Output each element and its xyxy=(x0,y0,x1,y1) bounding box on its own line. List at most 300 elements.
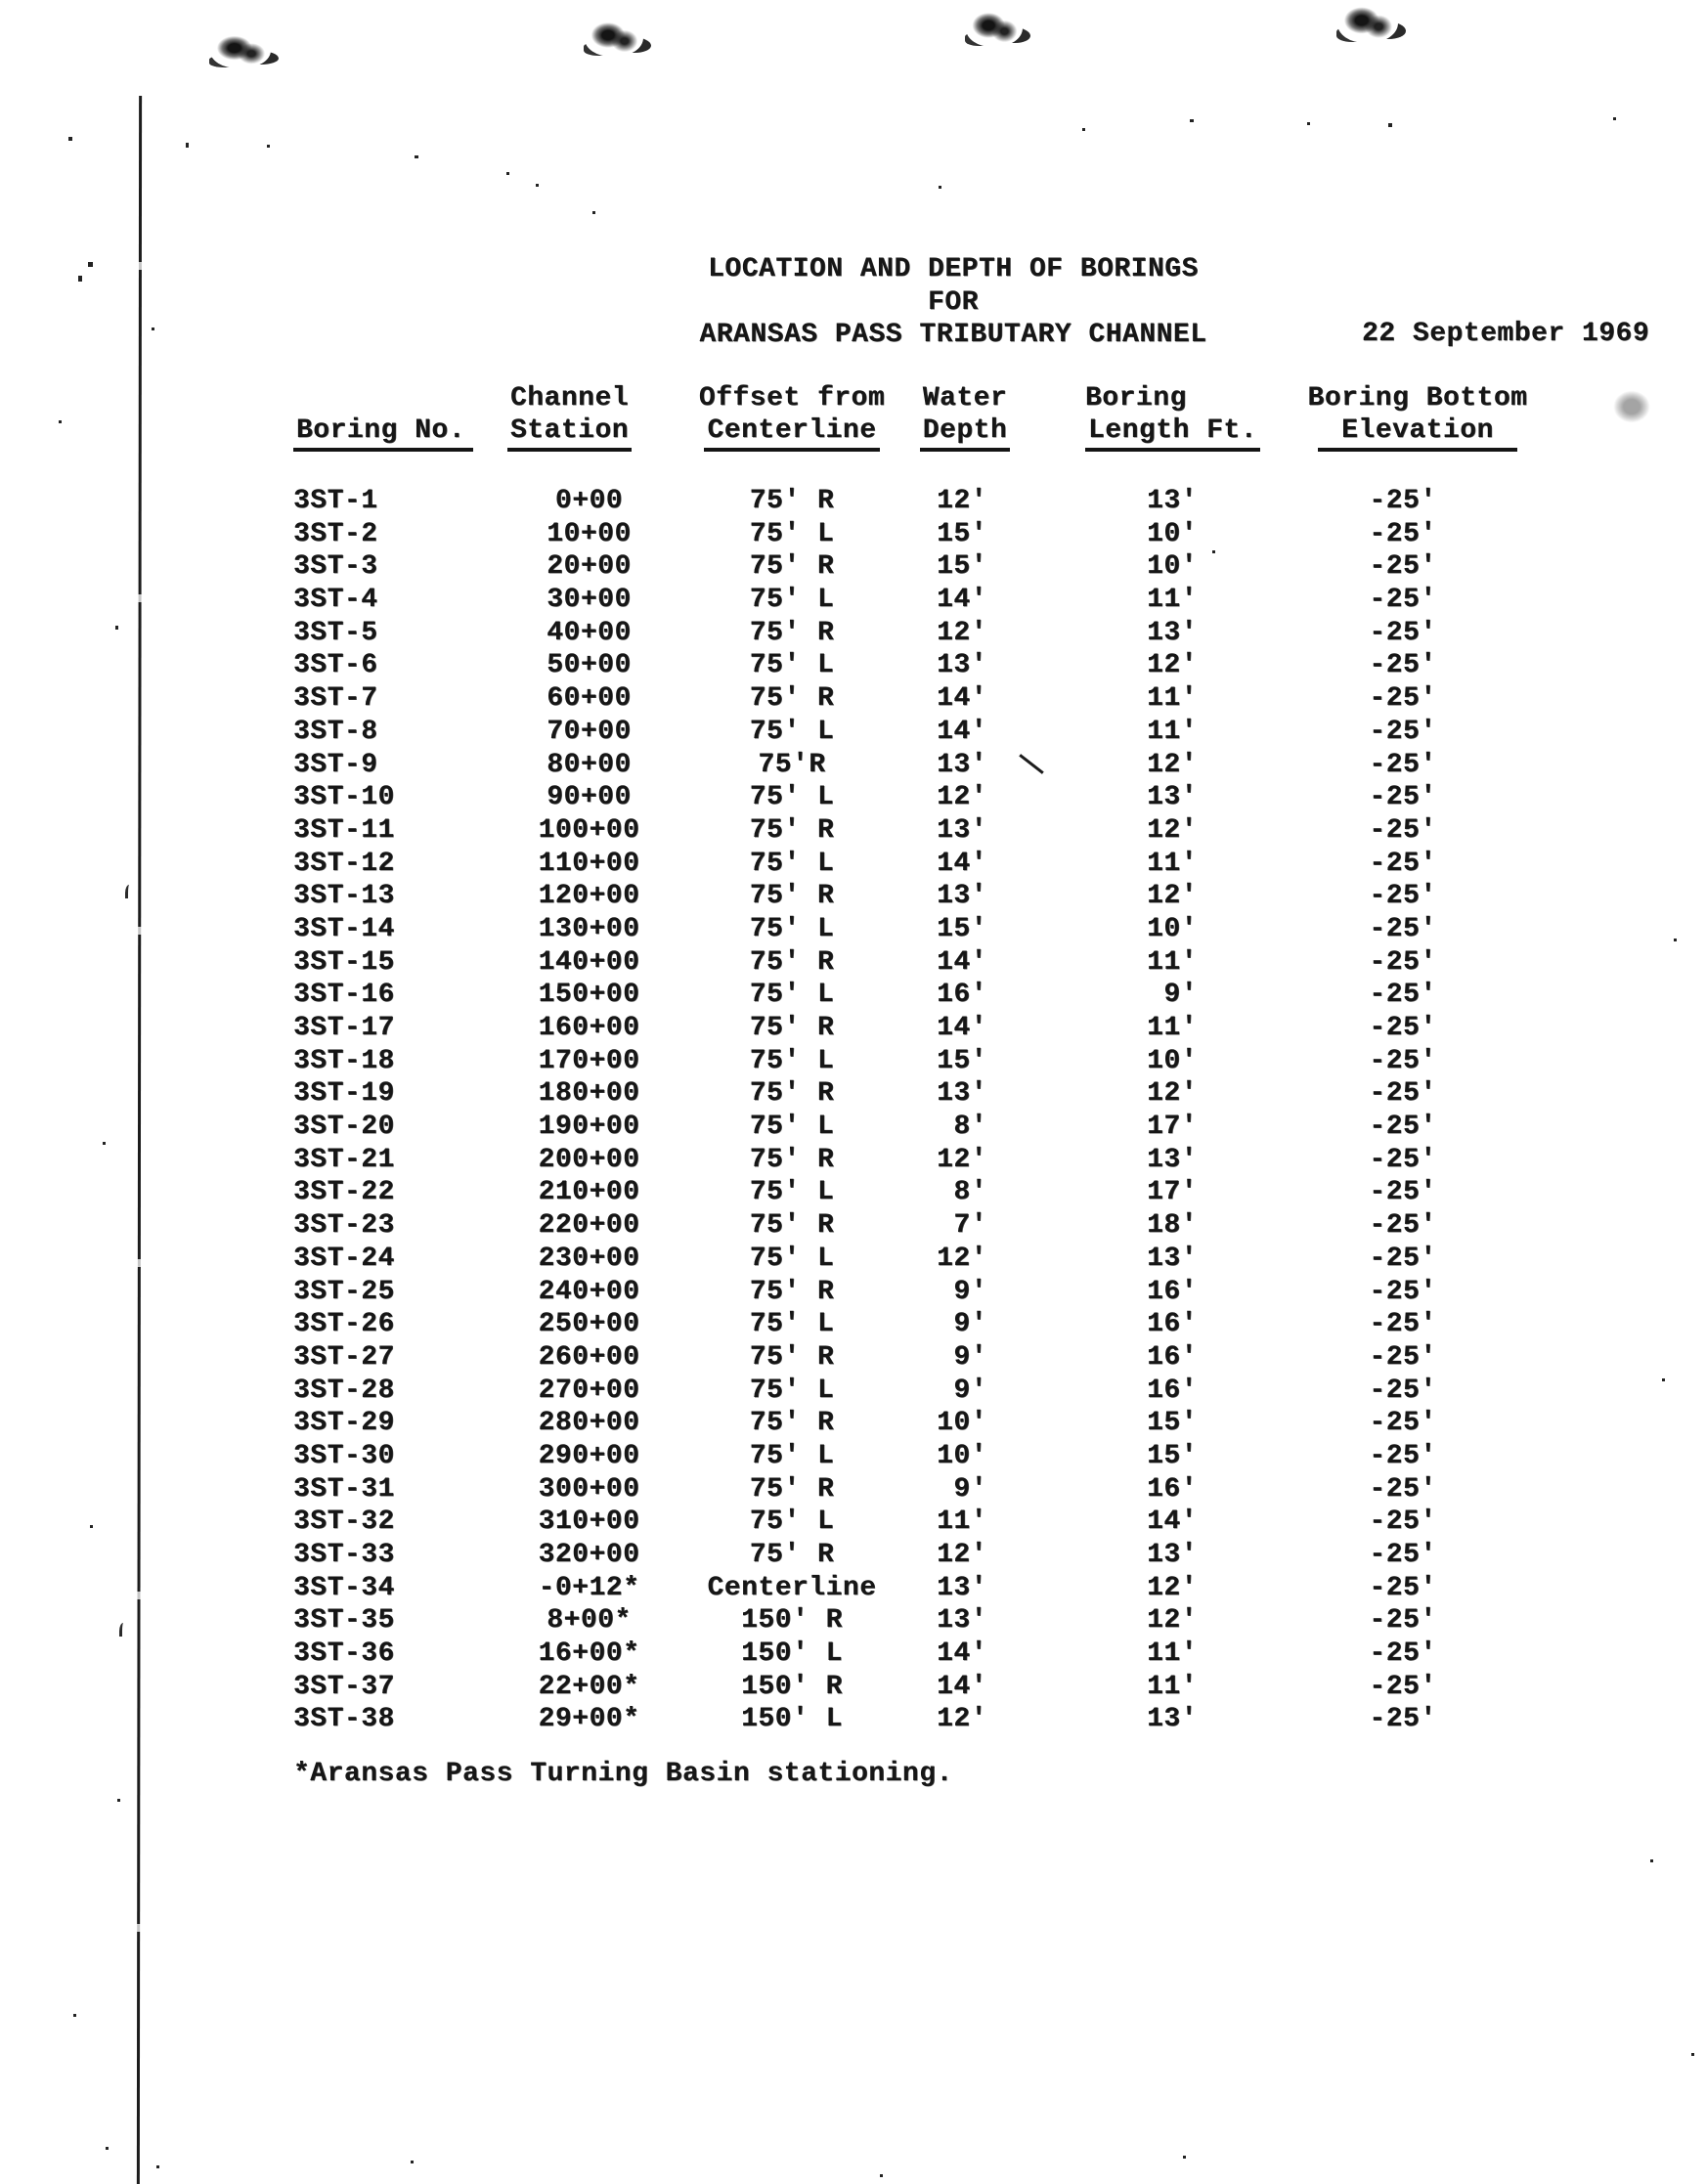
cell-offset-centerline: Centerline xyxy=(707,1572,877,1603)
scan-speck xyxy=(1388,123,1392,127)
table-row xyxy=(0,1473,1706,1507)
cell-water-depth: 14' xyxy=(937,946,987,978)
cell-water-depth: 13' xyxy=(937,881,987,912)
table-row xyxy=(0,1308,1706,1341)
table-row xyxy=(0,1341,1706,1375)
cell-offset-centerline: 75' R xyxy=(749,1276,835,1307)
cell-boring-length: 15' xyxy=(1147,1408,1198,1439)
cell-boring-no: 3ST-30 xyxy=(293,1440,395,1471)
table-row xyxy=(0,1572,1706,1605)
cell-boring-no: 3ST-1 xyxy=(293,486,378,516)
cell-water-depth: 15' xyxy=(937,913,987,944)
cell-bottom-elevation: -25' xyxy=(1369,1473,1437,1505)
cell-channel-station: 190+00 xyxy=(538,1112,640,1143)
cell-boring-no: 3ST-6 xyxy=(293,650,378,681)
cell-boring-no: 3ST-25 xyxy=(293,1276,395,1307)
cell-boring-no: 3ST-27 xyxy=(293,1341,395,1373)
table-row xyxy=(0,848,1706,881)
cell-water-depth: 15' xyxy=(937,518,987,549)
cell-channel-station: 40+00 xyxy=(547,617,632,648)
cell-bottom-elevation: -25' xyxy=(1369,1276,1437,1307)
cell-boring-length: 11' xyxy=(1147,1671,1198,1702)
cell-offset-centerline: 75' L xyxy=(749,1440,835,1471)
table-row xyxy=(0,979,1706,1012)
cell-boring-no: 3ST-21 xyxy=(293,1144,395,1175)
cell-offset-centerline: 75' R xyxy=(749,1408,835,1439)
cell-boring-no: 3ST-10 xyxy=(293,782,395,813)
scan-speck xyxy=(1183,2156,1186,2159)
scan-smudge xyxy=(210,31,271,68)
table-row xyxy=(0,1407,1706,1440)
table-row xyxy=(0,649,1706,682)
scan-speck xyxy=(1190,119,1194,122)
cell-boring-length: 11' xyxy=(1147,716,1198,747)
cell-boring-length: 18' xyxy=(1147,1210,1198,1242)
scan-smudge xyxy=(585,18,643,57)
cell-bottom-elevation: -25' xyxy=(1369,881,1437,912)
cell-boring-no: 3ST-22 xyxy=(293,1177,395,1208)
scan-speck xyxy=(415,155,418,158)
cell-boring-length: 12' xyxy=(1147,1605,1198,1637)
cell-water-depth: 12' xyxy=(937,486,987,516)
scan-speck xyxy=(78,276,82,282)
table-row xyxy=(0,1276,1706,1309)
cell-boring-no: 3ST-33 xyxy=(293,1540,395,1570)
cell-water-depth: 15' xyxy=(937,551,987,583)
cell-bottom-elevation: -25' xyxy=(1369,585,1437,616)
cell-bottom-elevation: -25' xyxy=(1369,913,1437,944)
cell-boring-length: 15' xyxy=(1147,1440,1198,1471)
cell-boring-no: 3ST-13 xyxy=(293,881,395,912)
scan-speck xyxy=(186,143,189,148)
cell-channel-station: 120+00 xyxy=(538,881,640,912)
cell-boring-no: 3ST-2 xyxy=(293,518,378,549)
table-header-row xyxy=(0,382,1608,452)
document-date: 22 September 1969 xyxy=(1362,319,1650,349)
cell-channel-station: 110+00 xyxy=(538,848,640,879)
cell-boring-no: 3ST-26 xyxy=(293,1309,395,1340)
cell-channel-station: 16+00* xyxy=(538,1638,640,1670)
table-row xyxy=(0,1243,1706,1276)
cell-boring-length: 16' xyxy=(1147,1276,1198,1307)
col-header-boring-no: Boring No. xyxy=(293,382,494,452)
cell-boring-length: 9' xyxy=(1163,980,1198,1011)
cell-channel-station: 29+00* xyxy=(538,1704,640,1735)
document-title-line1: LOCATION AND DEPTH OF BORINGS xyxy=(708,254,1199,284)
cell-offset-centerline: 75' L xyxy=(749,1243,835,1274)
cell-channel-station: 140+00 xyxy=(538,946,640,978)
cell-offset-centerline: 75' R xyxy=(749,1013,835,1043)
scan-speck xyxy=(592,211,595,214)
cell-bottom-elevation: -25' xyxy=(1369,1045,1437,1076)
cell-bottom-elevation: -25' xyxy=(1369,1638,1437,1670)
cell-bottom-elevation: -25' xyxy=(1369,782,1437,813)
scan-speck xyxy=(152,328,154,330)
cell-boring-no: 3ST-16 xyxy=(293,980,395,1011)
cell-water-depth: 14' xyxy=(937,1638,987,1670)
cell-channel-station: 90+00 xyxy=(547,782,632,813)
cell-bottom-elevation: -25' xyxy=(1369,1144,1437,1175)
cell-water-depth: 9' xyxy=(953,1473,987,1505)
cell-offset-centerline: 75' R xyxy=(749,683,835,715)
cell-boring-length: 13' xyxy=(1147,1243,1198,1274)
footnote: *Aransas Pass Turning Basin stationing. xyxy=(293,1759,953,1789)
cell-boring-length: 13' xyxy=(1147,782,1198,813)
cell-bottom-elevation: -25' xyxy=(1369,650,1437,681)
cell-offset-centerline: 75' L xyxy=(749,913,835,944)
cell-bottom-elevation: -25' xyxy=(1369,749,1437,780)
cell-offset-centerline: 75' L xyxy=(749,1177,835,1208)
cell-channel-station: 8+00* xyxy=(547,1605,632,1637)
cell-bottom-elevation: -25' xyxy=(1369,1112,1437,1143)
cell-boring-length: 16' xyxy=(1147,1341,1198,1373)
cell-offset-centerline: 75' R xyxy=(749,1144,835,1175)
cell-water-depth: 9' xyxy=(953,1341,987,1373)
cell-offset-centerline: 75' L xyxy=(749,1309,835,1340)
table-row xyxy=(0,1604,1706,1638)
cell-boring-no: 3ST-12 xyxy=(293,848,395,879)
document-title-line3: ARANSAS PASS TRIBUTARY CHANNEL xyxy=(699,320,1207,350)
scan-speck xyxy=(106,2147,109,2150)
table-row xyxy=(0,518,1706,551)
cell-boring-no: 3ST-32 xyxy=(293,1507,395,1538)
table-row xyxy=(0,1506,1706,1539)
cell-boring-no: 3ST-37 xyxy=(293,1671,395,1702)
cell-water-depth: 7' xyxy=(953,1210,987,1242)
cell-bottom-elevation: -25' xyxy=(1369,551,1437,583)
cell-offset-centerline: 75' R xyxy=(749,551,835,583)
cell-water-depth: 13' xyxy=(937,749,987,780)
table-row xyxy=(0,781,1706,814)
cell-water-depth: 9' xyxy=(953,1375,987,1406)
scan-speck xyxy=(1691,2053,1694,2056)
cell-bottom-elevation: -25' xyxy=(1369,1408,1437,1439)
cell-bottom-elevation: -25' xyxy=(1369,946,1437,978)
scan-speck xyxy=(1650,1859,1653,1862)
cell-water-depth: 14' xyxy=(937,1671,987,1702)
cell-boring-length: 10' xyxy=(1147,1045,1198,1076)
cell-channel-station: 70+00 xyxy=(547,716,632,747)
cell-bottom-elevation: -25' xyxy=(1369,1375,1437,1406)
cell-bottom-elevation: -25' xyxy=(1369,518,1437,549)
table-row xyxy=(0,1111,1706,1144)
table-row xyxy=(0,1012,1706,1045)
cell-offset-centerline: 75' L xyxy=(749,782,835,813)
cell-offset-centerline: 75' L xyxy=(749,1507,835,1538)
table-row xyxy=(0,1703,1706,1736)
scan-speck xyxy=(1082,128,1085,131)
cell-water-depth: 14' xyxy=(937,848,987,879)
scan-smudge xyxy=(966,8,1023,47)
cell-bottom-elevation: -25' xyxy=(1369,1177,1437,1208)
table-row xyxy=(0,716,1706,749)
cell-channel-station: 280+00 xyxy=(538,1408,640,1439)
scan-speck xyxy=(1307,122,1310,125)
cell-channel-station: 220+00 xyxy=(538,1210,640,1242)
cell-water-depth: 13' xyxy=(937,650,987,681)
cell-offset-centerline: 75' R xyxy=(749,814,835,846)
cell-bottom-elevation: -25' xyxy=(1369,1671,1437,1702)
cell-bottom-elevation: -25' xyxy=(1369,1440,1437,1471)
table-row xyxy=(0,1209,1706,1243)
cell-water-depth: 16' xyxy=(937,980,987,1011)
cell-channel-station: 150+00 xyxy=(538,980,640,1011)
cell-channel-station: 170+00 xyxy=(538,1045,640,1076)
col-header-water-depth: Water Depth xyxy=(921,382,1009,452)
cell-offset-centerline: 150' R xyxy=(741,1671,843,1702)
cell-boring-length: 17' xyxy=(1147,1177,1198,1208)
scan-speck xyxy=(939,186,941,189)
scan-speck xyxy=(267,145,270,148)
cell-bottom-elevation: -25' xyxy=(1369,716,1437,747)
cell-boring-length: 16' xyxy=(1147,1473,1198,1505)
cell-offset-centerline: 75' R xyxy=(749,1341,835,1373)
cell-offset-centerline: 75' L xyxy=(749,848,835,879)
cell-offset-centerline: 75' R xyxy=(749,1078,835,1110)
col-header-channel-station: Channel Station xyxy=(474,382,665,452)
table-row xyxy=(0,682,1706,716)
cell-boring-no: 3ST-7 xyxy=(293,683,378,715)
cell-boring-no: 3ST-5 xyxy=(293,617,378,648)
table-row xyxy=(0,913,1706,946)
table-row xyxy=(0,1144,1706,1177)
cell-bottom-elevation: -25' xyxy=(1369,814,1437,846)
cell-channel-station: 300+00 xyxy=(538,1473,640,1505)
cell-channel-station: 250+00 xyxy=(538,1309,640,1340)
scan-speck xyxy=(411,2161,414,2163)
cell-bottom-elevation: -25' xyxy=(1369,1078,1437,1110)
cell-boring-no: 3ST-38 xyxy=(293,1704,395,1735)
table-row xyxy=(0,1176,1706,1209)
scan-smudge xyxy=(1337,2,1398,43)
cell-offset-centerline: 150' L xyxy=(741,1638,843,1670)
cell-boring-length: 11' xyxy=(1147,1638,1198,1670)
cell-boring-no: 3ST-8 xyxy=(293,716,378,747)
cell-channel-station: 60+00 xyxy=(547,683,632,715)
cell-offset-centerline: 150' L xyxy=(741,1704,843,1735)
cell-boring-no: 3ST-23 xyxy=(293,1210,395,1242)
cell-bottom-elevation: -25' xyxy=(1369,1507,1437,1538)
cell-boring-length: 16' xyxy=(1147,1309,1198,1340)
scan-speck xyxy=(68,137,72,141)
cell-bottom-elevation: -25' xyxy=(1369,1704,1437,1735)
cell-water-depth: 12' xyxy=(937,1540,987,1570)
scan-speck xyxy=(506,172,509,175)
cell-boring-no: 3ST-4 xyxy=(293,585,378,616)
cell-boring-length: 10' xyxy=(1147,913,1198,944)
cell-channel-station: 270+00 xyxy=(538,1375,640,1406)
cell-water-depth: 14' xyxy=(937,1013,987,1043)
cell-water-depth: 11' xyxy=(937,1507,987,1538)
cell-offset-centerline: 75' L xyxy=(749,585,835,616)
table-row xyxy=(0,550,1706,584)
cell-water-depth: 12' xyxy=(937,1704,987,1735)
cell-boring-no: 3ST-35 xyxy=(293,1605,395,1637)
cell-bottom-elevation: -25' xyxy=(1369,1605,1437,1637)
cell-water-depth: 12' xyxy=(937,617,987,648)
cell-water-depth: 14' xyxy=(937,683,987,715)
cell-boring-length: 12' xyxy=(1147,814,1198,846)
borings-table-body xyxy=(0,485,1706,1736)
cell-channel-station: 130+00 xyxy=(538,913,640,944)
cell-channel-station: -0+12* xyxy=(538,1572,640,1603)
cell-boring-length: 11' xyxy=(1147,946,1198,978)
cell-channel-station: 50+00 xyxy=(547,650,632,681)
cell-water-depth: 14' xyxy=(937,716,987,747)
table-row xyxy=(0,814,1706,848)
cell-water-depth: 10' xyxy=(937,1440,987,1471)
cell-bottom-elevation: -25' xyxy=(1369,1013,1437,1043)
cell-water-depth: 14' xyxy=(937,585,987,616)
table-row xyxy=(0,749,1706,782)
table-row xyxy=(0,1045,1706,1078)
cell-boring-length: 16' xyxy=(1147,1375,1198,1406)
cell-offset-centerline: 75'R xyxy=(758,749,826,780)
cell-channel-station: 160+00 xyxy=(538,1013,640,1043)
cell-boring-no: 3ST-36 xyxy=(293,1638,395,1670)
cell-boring-no: 3ST-24 xyxy=(293,1243,395,1274)
cell-offset-centerline: 75' R xyxy=(749,1473,835,1505)
cell-bottom-elevation: -25' xyxy=(1369,848,1437,879)
cell-water-depth: 13' xyxy=(937,1078,987,1110)
cell-offset-centerline: 75' L xyxy=(749,980,835,1011)
cell-bottom-elevation: -25' xyxy=(1369,683,1437,715)
cell-boring-no: 3ST-34 xyxy=(293,1572,395,1603)
cell-boring-length: 13' xyxy=(1147,617,1198,648)
cell-channel-station: 240+00 xyxy=(538,1276,640,1307)
cell-boring-length: 10' xyxy=(1147,551,1198,583)
cell-boring-length: 13' xyxy=(1147,1144,1198,1175)
cell-channel-station: 80+00 xyxy=(547,749,632,780)
cell-water-depth: 13' xyxy=(937,1605,987,1637)
cell-water-depth: 9' xyxy=(953,1309,987,1340)
cell-boring-length: 17' xyxy=(1147,1112,1198,1143)
cell-boring-no: 3ST-14 xyxy=(293,913,395,944)
cell-channel-station: 20+00 xyxy=(547,551,632,583)
cell-water-depth: 12' xyxy=(937,782,987,813)
cell-boring-length: 10' xyxy=(1147,518,1198,549)
cell-offset-centerline: 75' R xyxy=(749,1540,835,1570)
col-header-boring-length: Boring Length Ft. xyxy=(987,382,1198,452)
cell-boring-length: 13' xyxy=(1147,1540,1198,1570)
cell-bottom-elevation: -25' xyxy=(1369,980,1437,1011)
cell-boring-length: 12' xyxy=(1147,1572,1198,1603)
cell-water-depth: 13' xyxy=(937,1572,987,1603)
cell-bottom-elevation: -25' xyxy=(1369,1243,1437,1274)
cell-channel-station: 260+00 xyxy=(538,1341,640,1373)
scan-speck xyxy=(880,2174,883,2177)
cell-water-depth: 8' xyxy=(953,1112,987,1143)
cell-boring-length: 11' xyxy=(1147,1013,1198,1043)
table-row xyxy=(0,1671,1706,1704)
cell-channel-station: 320+00 xyxy=(538,1540,640,1570)
cell-bottom-elevation: -25' xyxy=(1369,1210,1437,1242)
cell-boring-length: 11' xyxy=(1147,585,1198,616)
table-row xyxy=(0,1440,1706,1473)
cell-bottom-elevation: -25' xyxy=(1369,1341,1437,1373)
cell-offset-centerline: 75' L xyxy=(749,650,835,681)
col-header-offset-centerline: Offset from Centerline xyxy=(684,382,899,452)
cell-channel-station: 0+00 xyxy=(554,486,624,516)
cell-offset-centerline: 75' L xyxy=(749,1045,835,1076)
scan-speck xyxy=(1613,117,1616,120)
cell-bottom-elevation: -25' xyxy=(1369,1309,1437,1340)
cell-bottom-elevation: -25' xyxy=(1369,1540,1437,1570)
table-row xyxy=(0,946,1706,980)
cell-boring-length: 12' xyxy=(1147,1078,1198,1110)
cell-offset-centerline: 75' R xyxy=(749,946,835,978)
cell-offset-centerline: 75' R xyxy=(749,1210,835,1242)
cell-water-depth: 15' xyxy=(937,1045,987,1076)
cell-boring-no: 3ST-3 xyxy=(293,551,378,583)
cell-offset-centerline: 75' R xyxy=(749,881,835,912)
cell-channel-station: 22+00* xyxy=(538,1671,640,1702)
cell-water-depth: 13' xyxy=(937,814,987,846)
cell-offset-centerline: 75' L xyxy=(749,716,835,747)
table-row xyxy=(0,880,1706,913)
cell-offset-centerline: 75' L xyxy=(749,1112,835,1143)
cell-channel-station: 30+00 xyxy=(547,585,632,616)
cell-bottom-elevation: -25' xyxy=(1369,486,1437,516)
scan-speck xyxy=(117,1799,120,1802)
document-title-line2: FOR xyxy=(928,286,979,318)
cell-boring-length: 12' xyxy=(1147,650,1198,681)
cell-boring-no: 3ST-29 xyxy=(293,1408,395,1439)
cell-boring-no: 3ST-17 xyxy=(293,1013,395,1043)
table-row xyxy=(0,1539,1706,1572)
cell-bottom-elevation: -25' xyxy=(1369,1572,1437,1603)
cell-water-depth: 9' xyxy=(953,1276,987,1307)
cell-water-depth: 10' xyxy=(937,1408,987,1439)
table-row xyxy=(0,485,1706,518)
table-row xyxy=(0,617,1706,650)
cell-boring-length: 11' xyxy=(1147,848,1198,879)
cell-water-depth: 12' xyxy=(937,1144,987,1175)
cell-water-depth: 12' xyxy=(937,1243,987,1274)
cell-boring-no: 3ST-9 xyxy=(293,749,378,780)
table-row xyxy=(0,584,1706,617)
cell-water-depth: 8' xyxy=(953,1177,987,1208)
cell-boring-length: 13' xyxy=(1147,486,1198,516)
cell-boring-length: 13' xyxy=(1147,1704,1198,1735)
cell-channel-station: 100+00 xyxy=(538,814,640,846)
cell-boring-no: 3ST-18 xyxy=(293,1045,395,1076)
col-header-bottom-elevation: Boring Bottom Elevation xyxy=(1212,382,1623,452)
cell-channel-station: 230+00 xyxy=(538,1243,640,1274)
cell-offset-centerline: 75' L xyxy=(749,1375,835,1406)
table-row xyxy=(0,1375,1706,1408)
scan-speck xyxy=(156,2165,159,2168)
cell-offset-centerline: 150' R xyxy=(741,1605,843,1637)
cell-bottom-elevation: -25' xyxy=(1369,617,1437,648)
table-row xyxy=(0,1638,1706,1671)
cell-boring-length: 11' xyxy=(1147,683,1198,715)
cell-boring-length: 12' xyxy=(1147,881,1198,912)
cell-channel-station: 210+00 xyxy=(538,1177,640,1208)
cell-offset-centerline: 75' L xyxy=(749,518,835,549)
cell-boring-no: 3ST-19 xyxy=(293,1078,395,1110)
cell-offset-centerline: 75' R xyxy=(749,617,835,648)
scan-speck xyxy=(88,262,93,267)
cell-boring-no: 3ST-11 xyxy=(293,814,395,846)
cell-channel-station: 310+00 xyxy=(538,1507,640,1538)
cell-channel-station: 180+00 xyxy=(538,1078,640,1110)
cell-boring-length: 14' xyxy=(1147,1507,1198,1538)
cell-boring-no: 3ST-15 xyxy=(293,946,395,978)
cell-channel-station: 10+00 xyxy=(547,518,632,549)
scan-speck xyxy=(73,2014,76,2017)
cell-boring-no: 3ST-31 xyxy=(293,1473,395,1505)
